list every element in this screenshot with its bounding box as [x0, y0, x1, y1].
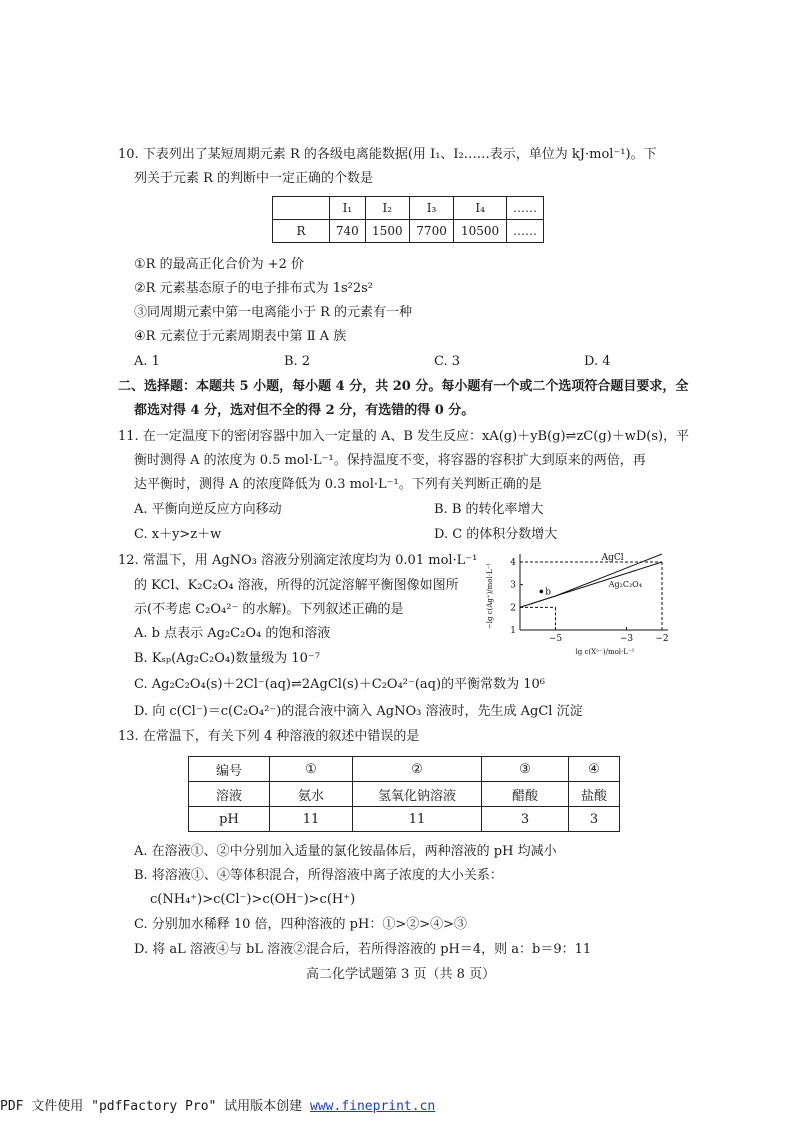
table-cell: 溶液	[189, 782, 270, 807]
q12-stem-line2: 的 KCl、K₂C₂O₄ 溶液，所得的沉淀溶解平衡图像如图所	[134, 578, 459, 593]
table-cell: 740	[330, 220, 366, 243]
q11-stem-line2: 衡时测得 A 的浓度为 0.5 mol·L⁻¹。保持温度不变，将容器的容积扩大到原来的两倍，再	[134, 453, 646, 468]
q12-option-a: A. b 点表示 Ag₂C₂O₄ 的饱和溶液	[134, 626, 331, 641]
table-cell: 11	[353, 807, 482, 832]
q12-option-d: D. 向 c(Cl⁻)＝c(C₂O₄²⁻)的混合液中滴入 AgNO₃ 溶液时，先生成 AgCl 沉淀	[134, 704, 583, 719]
table-cell: I₁	[330, 197, 366, 220]
series-label-ag2c2o4: Ag₂C₂O₄	[608, 579, 642, 589]
table-cell: 氨水	[270, 782, 353, 807]
section-2-instructions-line1: 二、选择题：本题共 5 小题，每小题 4 分，共 20 分。每小题有一个或二个选项符合题目要求，全	[118, 379, 689, 394]
q10-statement-3: ③同周期元素中第一电离能小于 R 的元素有一种	[134, 305, 413, 320]
x-tick-label: −5	[548, 634, 563, 644]
q10-statement-1: ①R 的最高正化合价为 +2 价	[134, 257, 305, 272]
q10-stem-line2: 列关于元素 R 的判断中一定正确的个数是	[134, 171, 374, 186]
pdf-note: PDF 文件使用 "pdfFactory Pro" 试用版本创建	[0, 1099, 303, 1114]
table-cell: pH	[189, 807, 270, 832]
q10-stem-line1: 10. 下表列出了某短周期元素 R 的各级电离能数据(用 I₁、I₂……表示，单位为 kJ·mol⁻¹)。下	[118, 147, 657, 162]
q13-stem: 13. 在常温下，有关下列 4 种溶液的叙述中错误的是	[118, 729, 420, 744]
y-tick-label: 3	[510, 580, 516, 591]
table-cell: I₄	[454, 197, 507, 220]
q11-option-d: D. C 的体积分数增大	[434, 527, 558, 542]
q11-option-b: B. B 的转化率增大	[434, 502, 544, 517]
q10-option-b: B. 2	[284, 354, 311, 369]
x-axis-label: lg c(Xⁿ⁻)/mol·L⁻¹	[575, 648, 635, 656]
x-tick-label: −2	[655, 634, 669, 644]
table-cell: ③	[482, 757, 569, 782]
q10-statement-4: ④R 元素位于元素周期表中第 Ⅱ A 族	[134, 329, 347, 344]
section-2-instructions-line2: 都选对得 4 分，选对但不全的得 2 分，有选错的得 0 分。	[134, 403, 475, 418]
q12-solubility-chart	[484, 548, 684, 668]
q13-option-b-line1: B. 将溶液①、④等体积混合，所得溶液中离子浓度的大小关系：	[134, 868, 503, 883]
y-tick-label: 4	[510, 558, 516, 568]
q10-option-a: A. 1	[134, 354, 160, 369]
q12-option-b: B. Kₛₚ(Ag₂C₂O₄)数量级为 10⁻⁷	[134, 651, 320, 666]
q11-option-c: C. x＋y>z＋w	[134, 527, 222, 542]
q13-solution-table	[188, 756, 620, 832]
table-cell: I₂	[365, 197, 409, 220]
table-cell: ①	[270, 757, 353, 782]
q10-option-c: C. 3	[434, 354, 461, 369]
q13-option-c: C. 分别加水稀释 10 倍，四种溶液的 pH：①>②>④>③	[134, 917, 468, 932]
table-cell: 7700	[409, 220, 453, 243]
y-tick-label: 2	[510, 603, 516, 614]
table-row	[273, 220, 544, 243]
q10-option-d: D. 4	[584, 354, 611, 369]
page-footer: 高二化学试题第 3 页（共 8 页）	[306, 967, 496, 982]
table-cell: 编号	[189, 757, 270, 782]
table-cell	[273, 197, 330, 220]
table-cell: ②	[353, 757, 482, 782]
q13-option-b-line2: c(NH₄⁺)>c(Cl⁻)>c(OH⁻)>c(H⁺)	[150, 892, 356, 907]
table-cell: 1500	[365, 220, 409, 243]
fineprint-link[interactable]: www.fineprint.cn	[310, 1099, 436, 1114]
q11-option-a: A. 平衡向逆反应方向移动	[134, 502, 282, 517]
table-cell: 盐酸	[569, 782, 620, 807]
q12-stem-line3: 示(不考虑 C₂O₄²⁻ 的水解)。下列叙述正确的是	[134, 602, 404, 617]
table-cell: 氢氧化钠溶液	[353, 782, 482, 807]
series-label-agcl: AgCl	[601, 553, 624, 563]
pdf-watermark	[0, 1095, 435, 1114]
table-cell: I₃	[409, 197, 453, 220]
point-b	[540, 590, 544, 594]
q13-option-a: A. 在溶液①、②中分别加入适量的氯化铵晶体后，两种溶液的 pH 均减小	[134, 844, 557, 859]
q13-option-d: D. 将 aL 溶液④与 bL 溶液②混合后，若所得溶液的 pH＝4，则 a：b＝9：11	[134, 942, 592, 957]
q10-ionization-table	[272, 196, 544, 243]
table-row	[273, 197, 544, 220]
q11-stem-line3: 达平衡时，测得 A 的浓度降低为 0.3 mol·L⁻¹。下列有关判断正确的是	[134, 477, 542, 492]
table-cell: 11	[270, 807, 353, 832]
table-cell: R	[273, 220, 330, 243]
q12-option-c: C. Ag₂C₂O₄(s)＋2Cl⁻(aq)⇌2AgCl(s)＋C₂O₄²⁻(aq)的平衡常数为 10⁶	[134, 677, 545, 692]
q12-stem-line1: 12. 常温下，用 AgNO₃ 溶液分别滴定浓度均为 0.01 mol·L⁻¹	[118, 553, 478, 568]
q11-stem-line1: 11. 在一定温度下的密闭容器中加入一定量的 A、B 发生反应：xA(g)＋yB(g)⇌zC(g)＋wD(s)，平	[118, 429, 690, 444]
table-cell: 3	[569, 807, 620, 832]
table-cell: 10500	[454, 220, 507, 243]
y-axis-label: −lg c(Ag⁺)/mol·L⁻¹	[486, 562, 494, 630]
table-cell: ④	[569, 757, 620, 782]
table-row	[189, 757, 620, 782]
table-row	[189, 782, 620, 807]
q10-statement-2: ②R 元素基态原子的电子排布式为 1s²2s²	[134, 281, 374, 296]
table-cell: ……	[507, 197, 544, 220]
table-cell: 3	[482, 807, 569, 832]
point-b-label: b	[545, 587, 552, 598]
x-tick-label: −3	[619, 634, 634, 644]
y-tick-label: 1	[510, 626, 516, 636]
table-cell: ……	[507, 220, 544, 243]
table-cell: 醋酸	[482, 782, 569, 807]
table-row	[189, 807, 620, 832]
